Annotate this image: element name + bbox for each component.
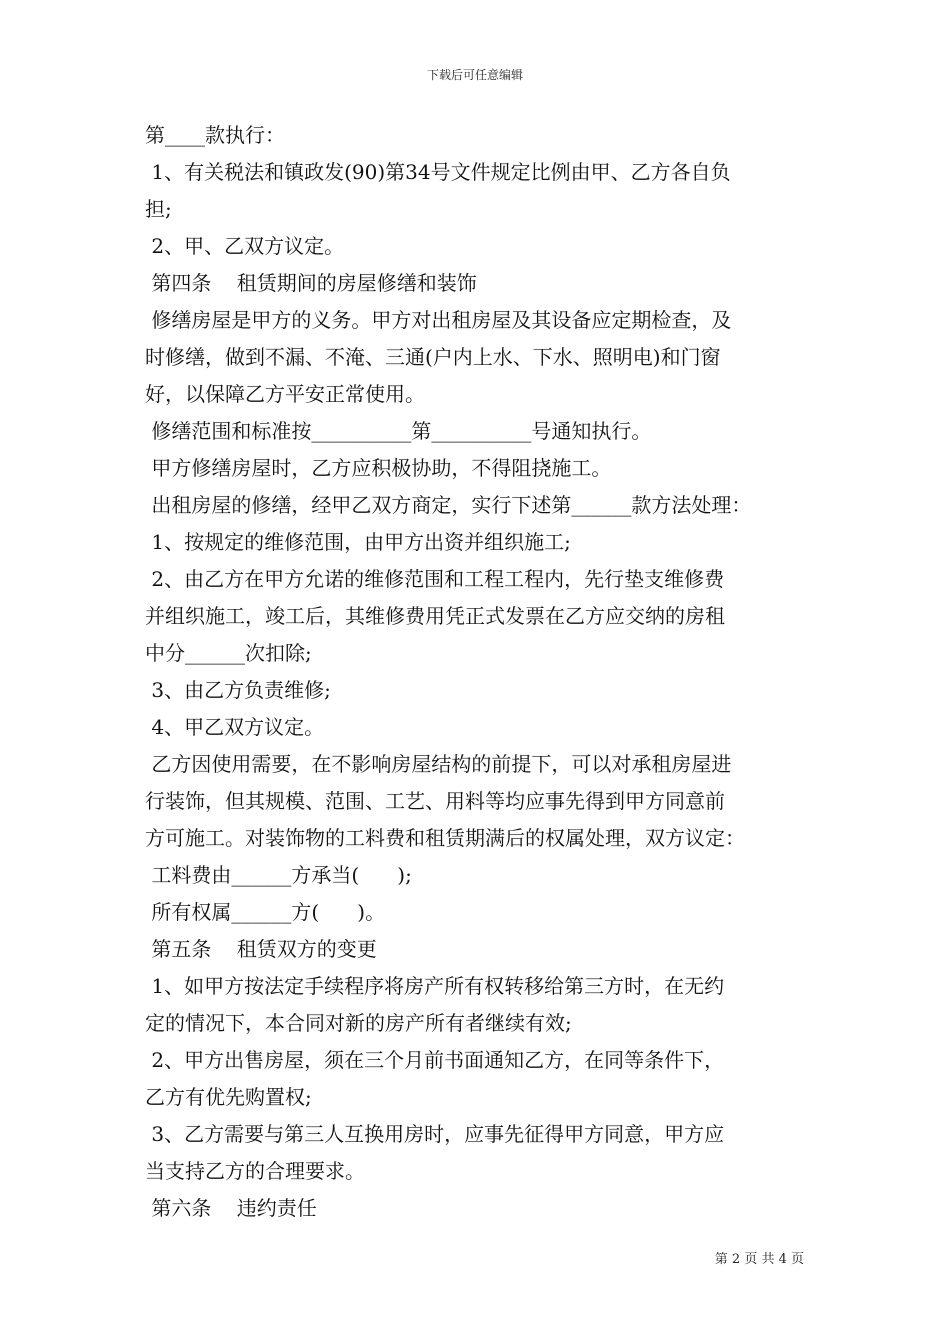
page-header: 下载后可任意编辑 — [426, 68, 523, 82]
text-line: 乙方有优先购置权; — [145, 1085, 312, 1109]
text-line: 工料费由______方承当( ); — [145, 863, 412, 887]
text-line: 2、甲、乙双方议定。 — [145, 234, 345, 258]
text-line: 定的情况下，本合同对新的房产所有者继续有效; — [145, 1011, 572, 1035]
text-line: 1、有关税法和镇政发(90)第34号文件规定比例由甲、乙方各自负 — [145, 160, 731, 184]
text-line: 所有权属______方( )。 — [145, 900, 386, 924]
text-line: 出租房屋的修缮，经甲乙双方商定，实行下述第______款方法处理： — [145, 493, 752, 517]
document-body — [145, 117, 815, 1227]
text-line: 第____款执行： — [145, 123, 285, 147]
text-line: 1、按规定的维修范围，由甲方出资并组织施工; — [145, 530, 571, 554]
text-line: 3、乙方需要与第三人互换用房时，应事先征得甲方同意，甲方应 — [145, 1122, 725, 1146]
text-line: 乙方因使用需要，在不影响房屋结构的前提下，可以对承租房屋进 — [145, 752, 732, 776]
text-line: 1、如甲方按法定手续程序将房产所有权转移给第三方时，在无约 — [145, 974, 725, 998]
text-line: 甲方修缮房屋时，乙方应积极协助，不得阻挠施工。 — [145, 456, 612, 480]
text-line: 修缮房屋是甲方的义务。甲方对出租房屋及其设备应定期检查，及 — [145, 308, 732, 332]
text-line: 并组织施工，竣工后，其维修费用凭正式发票在乙方应交纳的房租 — [145, 604, 725, 628]
text-line: 担; — [145, 197, 172, 221]
text-line: 4、甲乙双方议定。 — [145, 715, 325, 739]
text-line: 修缮范围和标准按__________第__________号通知执行。 — [145, 419, 652, 443]
text-line: 好，以保障乙方平安正常使用。 — [145, 382, 425, 406]
text-line: 3、由乙方负责维修; — [145, 678, 331, 702]
text-line: 方可施工。对装饰物的工料费和租赁期满后的权属处理，双方议定： — [145, 826, 745, 850]
text-line: 中分______次扣除; — [145, 641, 312, 665]
text-line: 第四条 租赁期间的房屋修缮和装饰 — [145, 271, 477, 295]
text-line: 第六条 违约责任 — [145, 1196, 317, 1220]
text-line: 行装饰，但其规模、范围、工艺、用料等均应事先得到甲方同意前 — [145, 789, 725, 813]
text-line: 第五条 租赁双方的变更 — [145, 937, 377, 961]
text-line: 2、由乙方在甲方允诺的维修范围和工程工程内，先行垫支维修费 — [145, 567, 725, 591]
text-line: 2、甲方出售房屋，须在三个月前书面通知乙方，在同等条件下， — [145, 1048, 725, 1072]
text-line: 当支持乙方的合理要求。 — [145, 1159, 365, 1183]
text-line: 时修缮，做到不漏、不淹、三通(户内上水、下水、照明电)和门窗 — [145, 345, 721, 369]
page-footer: 第 2 页 共 4 页 — [714, 1252, 804, 1267]
